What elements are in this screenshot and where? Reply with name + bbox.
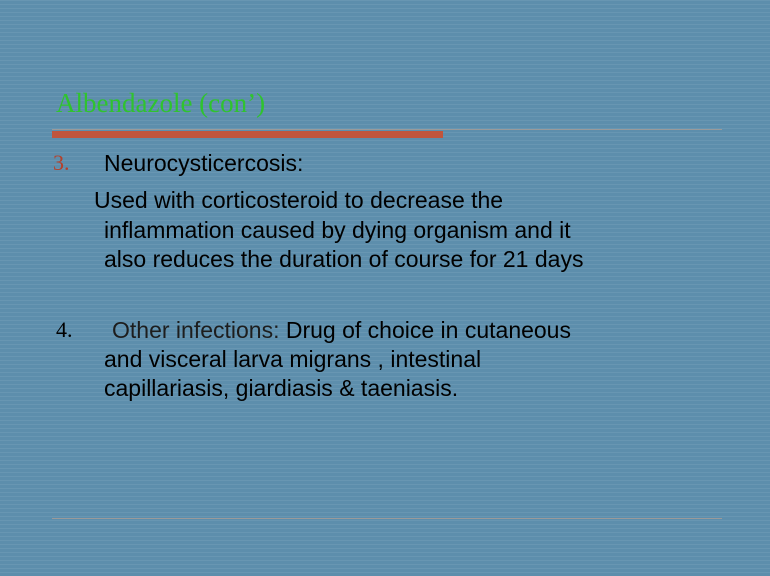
item-heading-neurocysticercosis: Neurocysticercosis:	[104, 150, 304, 176]
item-number-4: 4.	[56, 317, 73, 342]
item-4-line-2: and visceral larva migrans , intestinal	[104, 346, 482, 372]
item-4-first-line	[112, 317, 571, 344]
item-4-line-1: Drug of choice in cutaneous	[285, 317, 571, 343]
item-3-line-2: inflammation caused by dying organism and it	[104, 217, 571, 243]
item-3-line-1: Used with corticosteroid to decrease the	[94, 187, 504, 213]
item-3-line-3: also reduces the duration of course for 21 days	[104, 246, 584, 272]
item-number-3: 3.	[53, 150, 70, 175]
title-divider-line	[52, 129, 722, 130]
footer-divider-line	[52, 518, 722, 519]
slide-title: Albendazole (con’)	[56, 88, 266, 118]
item-4-line-3: capillariasis, giardiasis & taeniasis.	[104, 375, 459, 401]
item-heading-other-infections: Other infections:	[112, 317, 280, 343]
title-accent-bar	[52, 131, 443, 138]
